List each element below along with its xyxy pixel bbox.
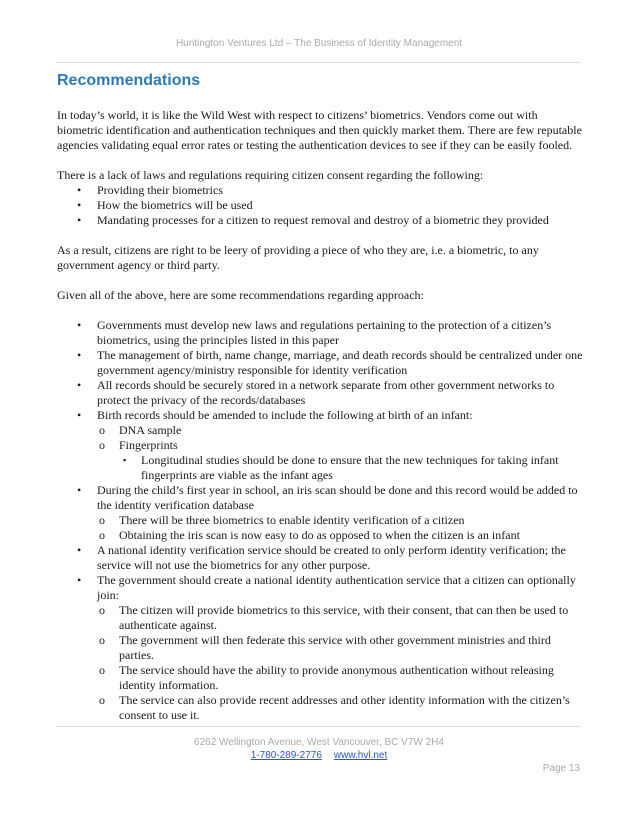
page-number: Page 13 — [542, 763, 580, 774]
list-item: • Providing their biometrics — [77, 183, 223, 197]
sub-bullet-marker: o — [99, 513, 105, 527]
square-bullet-marker: ▪ — [123, 455, 127, 465]
list-item: • The management of birth, name change, marriage, and death records should be centralized under one government agency/ministry responsible for identity verification — [77, 348, 583, 377]
sub-list-item: o The service should have the ability to provide anonymous authentication without releasing identity information. — [99, 663, 554, 692]
sub-bullet-marker: o — [99, 663, 105, 677]
footer-divider — [57, 726, 581, 727]
sub-list-item: o Obtaining the iris scan is now easy to do as opposed to when the citizen is an infant — [99, 528, 520, 542]
bullet-marker: • — [77, 573, 82, 587]
bullet-marker: • — [77, 213, 82, 227]
fingerprint-sublist — [119, 453, 585, 483]
list-item: • During the child’s first year in school, an iris scan should be done and this record would be added to the identity verification database o There will be three biometrics to enable identity verification of a citizen o Obtaining the iris scan is now easy to do as opposed to when the citizen is an infant — [57, 483, 585, 543]
list-item: • A national identity verification service should be created to only perform identity verification; the service will not use the biometrics for any other purpose. — [77, 543, 566, 572]
bullet-marker: • — [77, 543, 82, 557]
sub-bullet-marker: o — [99, 633, 105, 647]
bullet-marker: • — [77, 183, 82, 197]
sub-bullet-marker: o — [99, 528, 105, 542]
header-divider — [57, 62, 581, 63]
sub-list-item: o The service can also provide recent addresses and other identity information with the citizen’s consent to use it. — [99, 693, 570, 722]
sub-list-item: o The government will then federate this service with other government ministries and third parties. — [99, 633, 551, 662]
bullet-marker: • — [77, 408, 82, 422]
sub-list-item: o DNA sample — [99, 423, 182, 437]
website-link[interactable]: www.hvl.net — [333, 750, 388, 761]
result-paragraph: As a result, citizens are right to be leery of providing a piece of who they are, i.e. a biometric, to any government agency or third party. — [57, 243, 539, 272]
recommendations-lead: Given all of the above, here are some recommendations regarding approach: — [57, 288, 424, 302]
school-sublist — [97, 513, 585, 543]
sub-bullet-marker: o — [99, 438, 105, 452]
bullet-marker: • — [77, 348, 82, 362]
birth-sublist — [97, 423, 585, 483]
intro-paragraph: In today’s world, it is like the Wild West with respect to citizens’ biometrics. Vendors come out with biometric identification and authentication techniques and then quickly market them. There are few reputable agencies validating equal error rates or testing the authentication devices to see if they can be easily fooled. — [57, 108, 582, 152]
recommendations-list — [57, 318, 585, 723]
list-item: • Mandating processes for a citizen to request removal and destroy of a biometric they provided — [77, 213, 549, 227]
page-footer — [0, 736, 638, 762]
sub-list-item: o There will be three biometrics to enable identity verification of a citizen — [99, 513, 465, 527]
sub-list-item: o Fingerprints ▪ Longitudinal studies should be done to ensure that the new techniques for taking infant fingerprints are viable as the infant ages — [97, 438, 585, 483]
sub-bullet-marker: o — [99, 603, 105, 617]
list-item: • How the biometrics will be used — [77, 198, 253, 212]
phone-link[interactable]: 1-780-289-2776 — [250, 750, 322, 761]
bullet-marker: • — [77, 378, 82, 392]
bullet-marker: • — [77, 198, 82, 212]
footer-address: 6262 Wellington Avenue, West Vancouver, BC V7W 2H4 — [194, 737, 444, 748]
bullet-marker: • — [77, 318, 82, 332]
sub-bullet-marker: o — [99, 693, 105, 707]
sub-list-item: o The citizen will provide biometrics to this service, with their consent, that can then be used to authenticate against. — [99, 603, 569, 632]
sub-bullet-marker: o — [99, 423, 105, 437]
bullet-marker: • — [77, 483, 82, 497]
authentication-sublist — [97, 603, 585, 723]
sub-sub-list-item: ▪ Longitudinal studies should be done to ensure that the new techniques for taking infant fingerprints are viable as the infant ages — [123, 453, 559, 482]
list-item: • Governments must develop new laws and regulations pertaining to the protection of a citizen’s biometrics, using the principles listed in this paper — [77, 318, 552, 347]
laws-lead: There is a lack of laws and regulations requiring citizen consent regarding the following: — [57, 168, 484, 182]
list-item: • The government should create a national identity authentication service that a citizen can optionally join: o The citizen will provide biometrics to this service, with their consent, that can then be used to authenticate against. o The government will then federate this service with other government ministries and third parties. o The service should have the ability to provide anonymous authentication without releasing identity information. o The service can also provide recent addresses and other identity information with the citizen’s consent to use it. — [57, 573, 585, 723]
page-header: Huntington Ventures Ltd – The Business of Identity Management — [175, 38, 463, 49]
list-item: • Birth records should be amended to include the following at birth of an infant: o DNA sample o Fingerprints ▪ Longitudinal studies should be done to ensure that the new techniques for taking infant fingerprints are viable as the infant ages — [57, 408, 585, 483]
page-body — [57, 70, 585, 723]
section-title: Recommendations — [57, 72, 201, 89]
list-item: • All records should be securely stored in a network separate from other government networks to protect the privacy of the records/databases — [77, 378, 555, 407]
laws-list — [57, 183, 585, 228]
